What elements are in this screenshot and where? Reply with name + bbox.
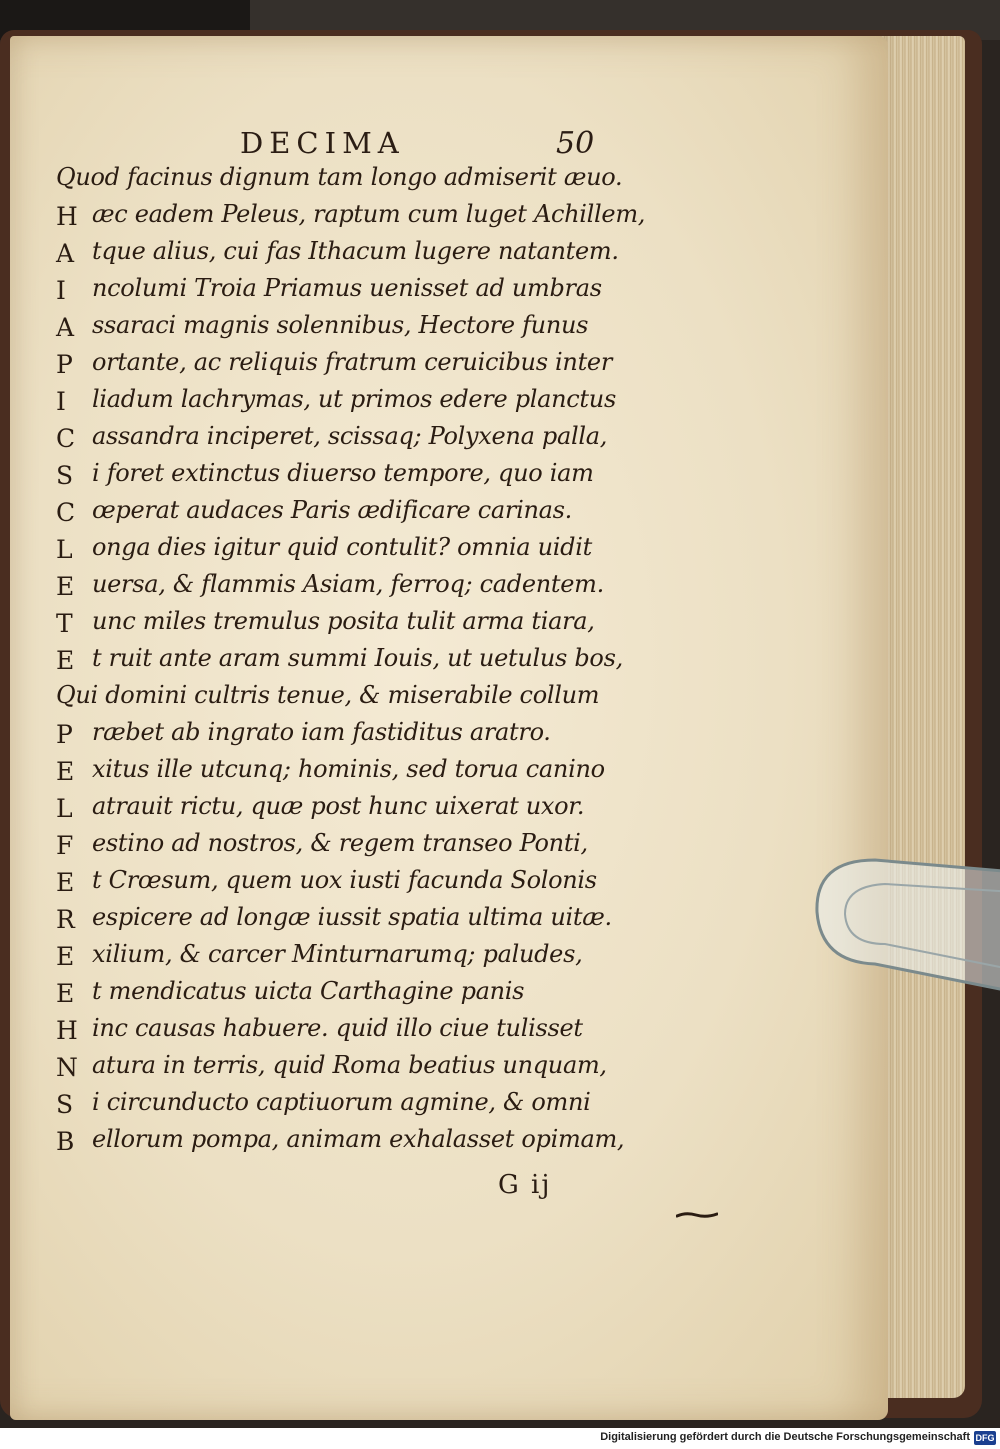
verse-line (56, 866, 636, 903)
verse-text: ortante, ac reliquis fratrum ceruicibus inter (92, 348, 612, 376)
verse-initial: E (56, 646, 75, 675)
verse-text: estino ad nostros, & regem transeo Ponti, (92, 829, 588, 857)
verse-line (56, 274, 636, 311)
verse-line (56, 1014, 636, 1051)
verse-initial: P (56, 350, 73, 379)
verse-line (56, 1125, 636, 1162)
signature-mark: G ij (498, 1170, 552, 1200)
dfg-logo: DFG (975, 1433, 995, 1443)
verse-text: ellorum pompa, animam exhalasset opimam, (92, 1125, 625, 1153)
verse-text: onga dies igitur quid contulit? omnia uidit (92, 533, 592, 561)
verse-text: assandra inciperet, scissaq; Polyxena palla, (92, 422, 608, 450)
verse-initial: E (56, 979, 75, 1008)
verse-line (56, 681, 636, 718)
verse-initial: E (56, 868, 75, 897)
footer-bar (0, 1428, 1000, 1449)
verse-text: unc miles tremulus posita tulit arma tiara, (92, 607, 595, 635)
verse-text: atrauit rictu, quæ post hunc uixerat uxor. (92, 792, 585, 820)
verse-initial: C (56, 498, 76, 527)
running-head-title: DECIMA (240, 126, 405, 160)
verse-line (56, 570, 636, 607)
verse-initial: A (56, 239, 75, 268)
verse-line (56, 311, 636, 348)
folio-number: 50 (556, 126, 595, 161)
verse-initial: I (56, 387, 66, 416)
verse-text: i circunducto captiuorum agmine, & omni (92, 1088, 591, 1116)
verse-initial: N (56, 1053, 78, 1082)
verse-text: espicere ad longæ iussit spatia ultima uitæ. (92, 903, 612, 931)
verse-text: æc eadem Peleus, raptum cum luget Achillem, (92, 200, 646, 228)
verse-text: œperat audaces Paris ædificare carinas. (92, 496, 572, 524)
verse-line (56, 718, 636, 755)
verse-initial: E (56, 942, 75, 971)
verse-block (56, 163, 646, 1162)
verse-initial: L (56, 535, 73, 564)
verse-initial: A (56, 313, 75, 342)
verse-text: ncolumi Troia Priamus uenisset ad umbras (92, 274, 602, 302)
verse-initial: T (56, 609, 73, 638)
verse-initial: R (56, 905, 75, 934)
verse-text: t ruit ante aram summi Iouis, ut uetulus bos, (92, 644, 623, 672)
verse-line (56, 385, 636, 422)
verse-line (56, 755, 636, 792)
verse-initial: L (56, 794, 73, 823)
verse-line (56, 1088, 636, 1125)
verse-text: t Crœsum, quem uox iusti facunda Solonis (92, 866, 597, 894)
verse-text: Qui domini cultris tenue, & miserabile collum (56, 681, 600, 709)
verse-line (56, 163, 636, 200)
verse-line (56, 940, 636, 977)
verse-line (56, 496, 636, 533)
verse-text: xitus ille utcunq; hominis, sed torua canino (92, 755, 605, 783)
verse-initial: E (56, 572, 75, 601)
verse-initial: P (56, 720, 73, 749)
verse-line (56, 977, 636, 1014)
verse-line (56, 829, 636, 866)
verse-line (56, 903, 636, 940)
verse-line (56, 237, 636, 274)
verse-initial: H (56, 202, 78, 231)
verse-line (56, 792, 636, 829)
verse-line (56, 459, 636, 496)
verse-line (56, 422, 636, 459)
verse-text: Quod facinus dignum tam longo admiserit æuo. (56, 163, 623, 191)
verse-line (56, 200, 646, 237)
funding-credit: Digitalisierung gefördert durch die Deutsche Forschungsgemeinschaft (600, 1431, 970, 1443)
ink-blot (676, 1211, 718, 1219)
verse-text: atura in terris, quid Roma beatius unquam, (92, 1051, 607, 1079)
verse-line (56, 1051, 636, 1088)
verse-initial: E (56, 757, 75, 786)
running-head (240, 126, 600, 166)
verse-text: i foret extinctus diuerso tempore, quo iam (92, 459, 594, 487)
verse-initial: F (56, 831, 74, 860)
verse-text: xilium, & carcer Minturnarumq; paludes, (92, 940, 583, 968)
verse-line (56, 644, 636, 681)
verse-text: ræbet ab ingrato iam fastiditus aratro. (92, 718, 551, 746)
verse-initial: B (56, 1127, 75, 1156)
verse-text: t mendicatus uicta Carthagine panis (92, 977, 525, 1005)
verse-line (56, 607, 636, 644)
verse-initial: S (56, 461, 74, 490)
verse-initial: C (56, 424, 76, 453)
verse-initial: H (56, 1016, 78, 1045)
verse-text: tque alius, cui fas Ithacum lugere natantem. (92, 237, 619, 265)
verse-text: uersa, & flammis Asiam, ferroq; cadentem. (92, 570, 604, 598)
page-clip (815, 852, 1000, 1002)
verse-text: liadum lachrymas, ut primos edere planctus (92, 385, 616, 413)
verse-initial: S (56, 1090, 74, 1119)
verse-line (56, 348, 636, 385)
verse-text: ssaraci magnis solennibus, Hectore funus (92, 311, 589, 339)
verse-initial: I (56, 276, 66, 305)
verse-line (56, 533, 636, 570)
verse-text: inc causas habuere. quid illo ciue tulisset (92, 1014, 583, 1042)
